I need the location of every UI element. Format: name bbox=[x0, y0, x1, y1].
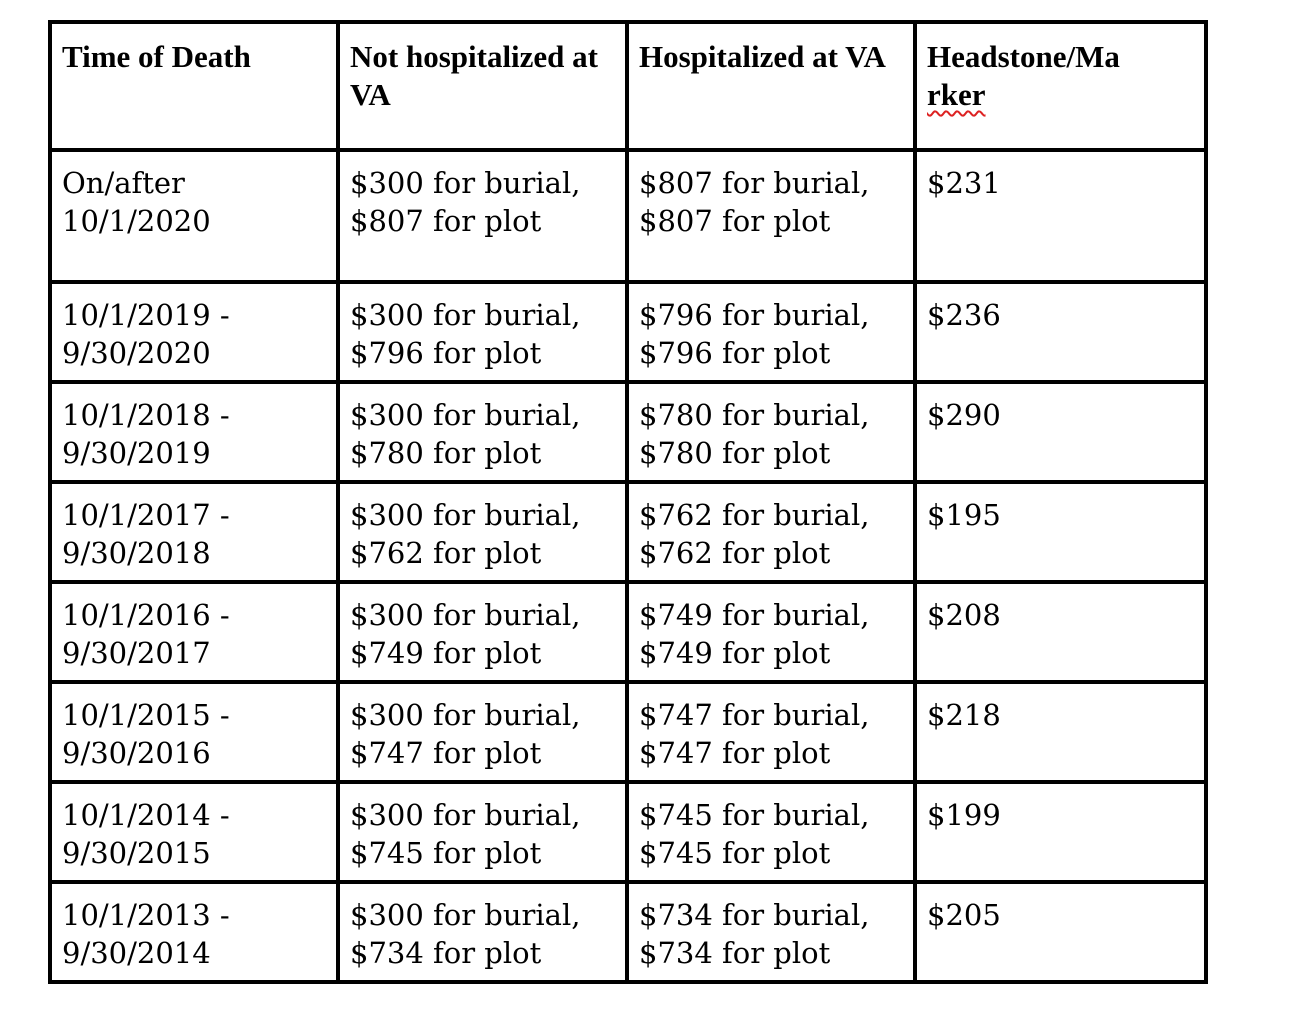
headstone-cell: $231 bbox=[915, 150, 1206, 282]
table-row bbox=[50, 882, 1206, 982]
table-row bbox=[50, 682, 1206, 782]
headstone-cell: $205 bbox=[915, 882, 1206, 982]
hosp-line2: $745 for plot bbox=[639, 836, 831, 870]
time-of-death-cell bbox=[50, 382, 338, 482]
time-line2: 10/1/2020 bbox=[62, 204, 211, 238]
header-not-hospitalized: Not hospitalized at VA bbox=[338, 22, 627, 150]
hosp-line2: $762 for plot bbox=[639, 536, 831, 570]
hospitalized-cell bbox=[627, 682, 915, 782]
not-hospitalized-cell bbox=[338, 150, 627, 282]
time-line1: On/after bbox=[62, 166, 185, 200]
hospitalized-cell bbox=[627, 782, 915, 882]
time-line1: 10/1/2018 - bbox=[62, 398, 230, 432]
header-headstone-part2: rker bbox=[927, 77, 986, 112]
not-hosp-line2: $807 for plot bbox=[350, 204, 542, 238]
headstone-cell: $199 bbox=[915, 782, 1206, 882]
time-of-death-cell bbox=[50, 882, 338, 982]
not-hospitalized-cell bbox=[338, 582, 627, 682]
hospitalized-cell bbox=[627, 582, 915, 682]
hosp-line1: $747 for burial, bbox=[639, 698, 870, 732]
header-hospitalized: Hospitalized at VA bbox=[627, 22, 915, 150]
hosp-line2: $796 for plot bbox=[639, 336, 831, 370]
not-hosp-line2: $780 for plot bbox=[350, 436, 542, 470]
time-line1: 10/1/2017 - bbox=[62, 498, 230, 532]
time-line1: 10/1/2019 - bbox=[62, 298, 230, 332]
not-hosp-line2: $796 for plot bbox=[350, 336, 542, 370]
hosp-line1: $734 for burial, bbox=[639, 898, 870, 932]
time-of-death-cell bbox=[50, 582, 338, 682]
not-hospitalized-cell bbox=[338, 682, 627, 782]
headstone-cell: $236 bbox=[915, 282, 1206, 382]
time-of-death-cell bbox=[50, 682, 338, 782]
time-of-death-cell bbox=[50, 482, 338, 582]
hospitalized-cell bbox=[627, 482, 915, 582]
hosp-line2: $780 for plot bbox=[639, 436, 831, 470]
time-of-death-cell bbox=[50, 782, 338, 882]
hosp-line1: $780 for burial, bbox=[639, 398, 870, 432]
table-row bbox=[50, 782, 1206, 882]
not-hosp-line1: $300 for burial, bbox=[350, 498, 581, 532]
table-row bbox=[50, 282, 1206, 382]
table-row bbox=[50, 382, 1206, 482]
hosp-line1: $749 for burial, bbox=[639, 598, 870, 632]
time-line2: 9/30/2018 bbox=[62, 536, 211, 570]
time-line2: 9/30/2016 bbox=[62, 736, 211, 770]
headstone-cell: $290 bbox=[915, 382, 1206, 482]
headstone-cell: $208 bbox=[915, 582, 1206, 682]
not-hospitalized-cell bbox=[338, 382, 627, 482]
hosp-line2: $807 for plot bbox=[639, 204, 831, 238]
not-hosp-line2: $749 for plot bbox=[350, 636, 542, 670]
header-time-of-death: Time of Death bbox=[50, 22, 338, 150]
not-hosp-line1: $300 for burial, bbox=[350, 898, 581, 932]
headstone-cell: $195 bbox=[915, 482, 1206, 582]
time-of-death-cell bbox=[50, 282, 338, 382]
header-row bbox=[50, 22, 1206, 150]
not-hospitalized-cell bbox=[338, 282, 627, 382]
hosp-line2: $734 for plot bbox=[639, 936, 831, 970]
time-of-death-cell bbox=[50, 150, 338, 282]
not-hosp-line1: $300 for burial, bbox=[350, 698, 581, 732]
not-hosp-line2: $734 for plot bbox=[350, 936, 542, 970]
hosp-line1: $762 for burial, bbox=[639, 498, 870, 532]
not-hospitalized-cell bbox=[338, 482, 627, 582]
table-row bbox=[50, 482, 1206, 582]
table-row bbox=[50, 150, 1206, 282]
not-hosp-line2: $745 for plot bbox=[350, 836, 542, 870]
not-hosp-line1: $300 for burial, bbox=[350, 298, 581, 332]
not-hosp-line2: $762 for plot bbox=[350, 536, 542, 570]
time-line1: 10/1/2014 - bbox=[62, 798, 230, 832]
time-line2: 9/30/2014 bbox=[62, 936, 211, 970]
time-line2: 9/30/2020 bbox=[62, 336, 211, 370]
not-hosp-line1: $300 for burial, bbox=[350, 798, 581, 832]
header-headstone-marker bbox=[915, 22, 1206, 150]
time-line1: 10/1/2016 - bbox=[62, 598, 230, 632]
not-hospitalized-cell bbox=[338, 882, 627, 982]
header-headstone-part1: Headstone/Ma bbox=[927, 39, 1120, 74]
time-line2: 9/30/2015 bbox=[62, 836, 211, 870]
headstone-cell: $218 bbox=[915, 682, 1206, 782]
time-line1: 10/1/2013 - bbox=[62, 898, 230, 932]
not-hosp-line1: $300 for burial, bbox=[350, 166, 581, 200]
hosp-line1: $745 for burial, bbox=[639, 798, 870, 832]
hosp-line2: $747 for plot bbox=[639, 736, 831, 770]
hosp-line1: $796 for burial, bbox=[639, 298, 870, 332]
not-hosp-line2: $747 for plot bbox=[350, 736, 542, 770]
hospitalized-cell bbox=[627, 150, 915, 282]
time-line1: 10/1/2015 - bbox=[62, 698, 230, 732]
not-hospitalized-cell bbox=[338, 782, 627, 882]
time-line2: 9/30/2019 bbox=[62, 436, 211, 470]
burial-allowance-table bbox=[48, 20, 1208, 984]
hosp-line2: $749 for plot bbox=[639, 636, 831, 670]
hospitalized-cell bbox=[627, 282, 915, 382]
time-line2: 9/30/2017 bbox=[62, 636, 211, 670]
not-hosp-line1: $300 for burial, bbox=[350, 398, 581, 432]
table-row bbox=[50, 582, 1206, 682]
hosp-line1: $807 for burial, bbox=[639, 166, 870, 200]
hospitalized-cell bbox=[627, 382, 915, 482]
not-hosp-line1: $300 for burial, bbox=[350, 598, 581, 632]
hospitalized-cell bbox=[627, 882, 915, 982]
